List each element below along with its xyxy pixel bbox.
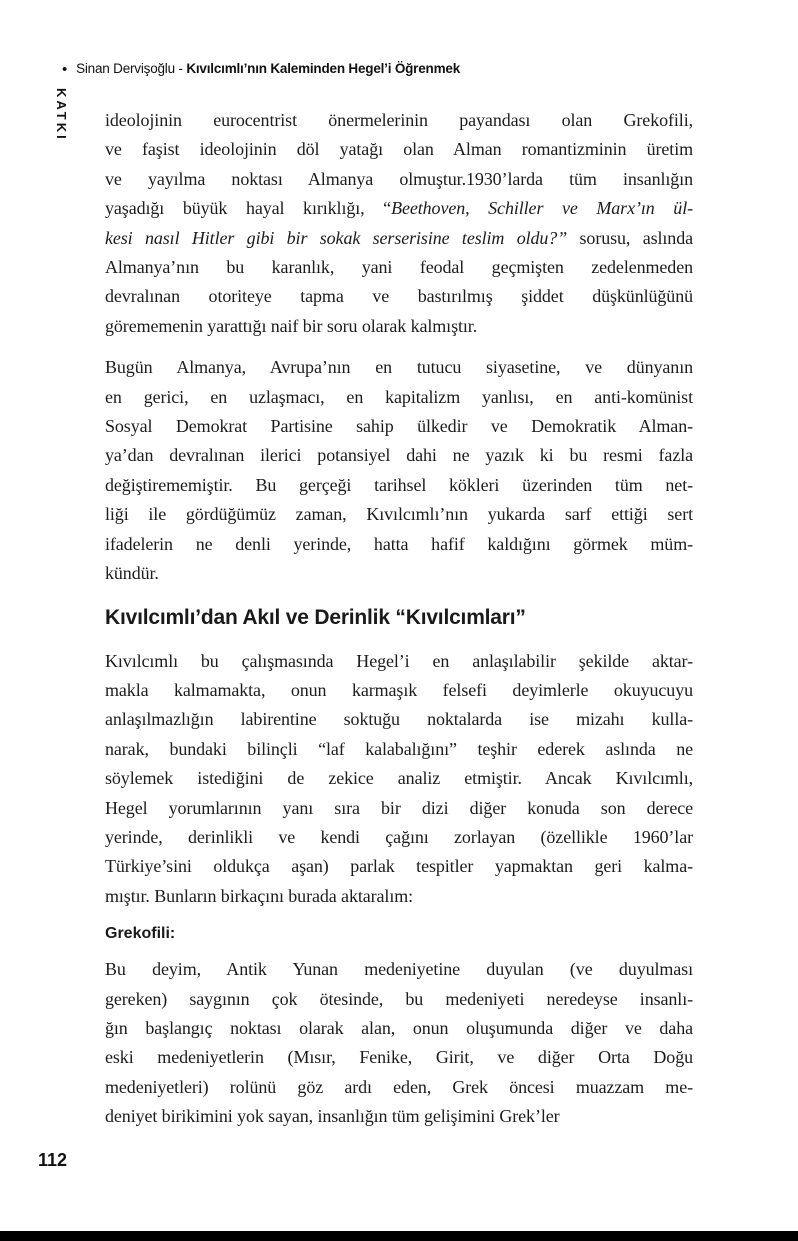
paragraph bbox=[105, 106, 693, 341]
text-line: deniyet birikimini yok sayan, insanlığın tüm gelişimini Grek’ler bbox=[105, 1106, 560, 1127]
text-line: ifadelerin ne denli yerinde, hatta hafif kaldığını görmek müm- bbox=[105, 533, 693, 554]
text-line: gereken) saygının çok ötesinde, bu medeniyeti neredeyse insanlı- bbox=[105, 988, 693, 1009]
text-line: mıştır. Bunların birkaçını burada aktaralım: bbox=[105, 885, 414, 906]
text-line: eski medeniyetlerin (Mısır, Fenike, Girit, ve diğer Orta Doğu bbox=[105, 1047, 693, 1068]
page-number: 112 bbox=[38, 1150, 68, 1170]
text-line: yerinde, derinlikli ve kendi çağını zorlayan (özellikle 1960’lar bbox=[105, 826, 693, 847]
text-line: ya’dan devralınan ilerici potansiyel dahi ne yazık ki bu resmi fazla bbox=[105, 445, 693, 466]
text-line: medeniyetleri) rolünü göz ardı eden, Grek öncesi muazzam me- bbox=[105, 1076, 693, 1097]
header-bullet-icon: • bbox=[62, 61, 68, 78]
text-line: Kıvılcımlı bu çalışmasında Hegel’i en anlaşılabilir şekilde aktar- bbox=[105, 650, 693, 671]
text-line: ve yayılma noktası Almanya olmuştur.1930’larda tüm insanlığın bbox=[105, 168, 693, 189]
header-book-title: Kıvılcımlı’nın Kaleminden Hegel’i Öğrenmek bbox=[186, 61, 461, 76]
text-line: kündür. bbox=[105, 563, 159, 584]
page-header bbox=[62, 60, 460, 77]
text-line: ğın başlangıç noktası olarak alan, onun oluşumunda diğer ve daha bbox=[105, 1017, 693, 1038]
paragraph bbox=[105, 955, 693, 1131]
side-label-katki: KATKI bbox=[54, 88, 69, 142]
header-author: Sinan Dervişoğlu - bbox=[76, 61, 187, 76]
text-line: anlaşılmazlığın labirentine soktuğu noktalarda ise mizahı kulla- bbox=[105, 709, 693, 730]
text-line: ideolojinin eurocentrist önermelerinin payandası olan Grekofili, bbox=[105, 110, 693, 130]
text-line: görememenin yarattığı naif bir soru olarak kalmıştır. bbox=[105, 315, 478, 336]
text-line: Türkiye’sini oldukça aşan) parlak tespitler yapmaktan geri kalma- bbox=[105, 856, 693, 877]
text-column bbox=[105, 106, 693, 1144]
paragraph bbox=[105, 353, 693, 588]
text-line: makla kalmamakta, onun karmaşık felsefi deyimlerle okuyucuyu bbox=[105, 679, 693, 700]
text-line: kesi nasıl Hitler gibi bir sokak serserisine teslim oldu?” sorusu, aslında bbox=[105, 227, 693, 248]
text-line: ve faşist ideolojinin döl yatağı olan Alman romantizminin üretim bbox=[105, 139, 693, 160]
text-line: Sosyal Demokrat Partisine sahip ülkedir ve Demokratik Alman- bbox=[105, 416, 693, 437]
text-line: devralınan otoriteye tapma ve bastırılmış şiddet düşkünlüğünü bbox=[105, 286, 693, 307]
text-line: narak, bundaki bilinçli “laf kalabalığını” teşhir ederek aslında ne bbox=[105, 738, 693, 759]
text-line: söylemek istediğini de zekice analiz etmiştir. Ancak Kıvılcımlı, bbox=[105, 768, 693, 789]
text-line: Bugün Almanya, Avrupa’nın en tutucu siyasetine, ve dünyanın bbox=[105, 357, 693, 378]
bottom-bar bbox=[0, 1231, 798, 1241]
text-line: Bu deyim, Antik Yunan medeniyetine duyulan (ve duyulması bbox=[105, 959, 693, 980]
text-line: en gerici, en uzlaşmacı, en kapitalizm yanlısı, en anti-komünist bbox=[105, 386, 693, 407]
text-line: yaşadığı büyük hayal kırıklığı, “Beethoven, Schiller ve Marx’ın ül- bbox=[105, 198, 693, 219]
text-line: Hegel yorumlarının yanı sıra bir dizi diğer konuda son derece bbox=[105, 797, 693, 818]
section-heading: Kıvılcımlı’dan Akıl ve Derinlik “Kıvılcımları” bbox=[105, 605, 526, 629]
text-line: liği ile gördüğümüz zaman, Kıvılcımlı’nın yukarda sarf ettiği sert bbox=[105, 504, 693, 525]
text-line: değiştirememiştir. Bu gerçeği tarihsel kökleri üzerinden tüm net- bbox=[105, 474, 693, 495]
text-line: Almanya’nın bu karanlık, yani feodal geçmişten zedelenmeden bbox=[105, 257, 693, 278]
paragraph bbox=[105, 647, 693, 912]
sub-heading: Grekofili: bbox=[105, 925, 176, 943]
